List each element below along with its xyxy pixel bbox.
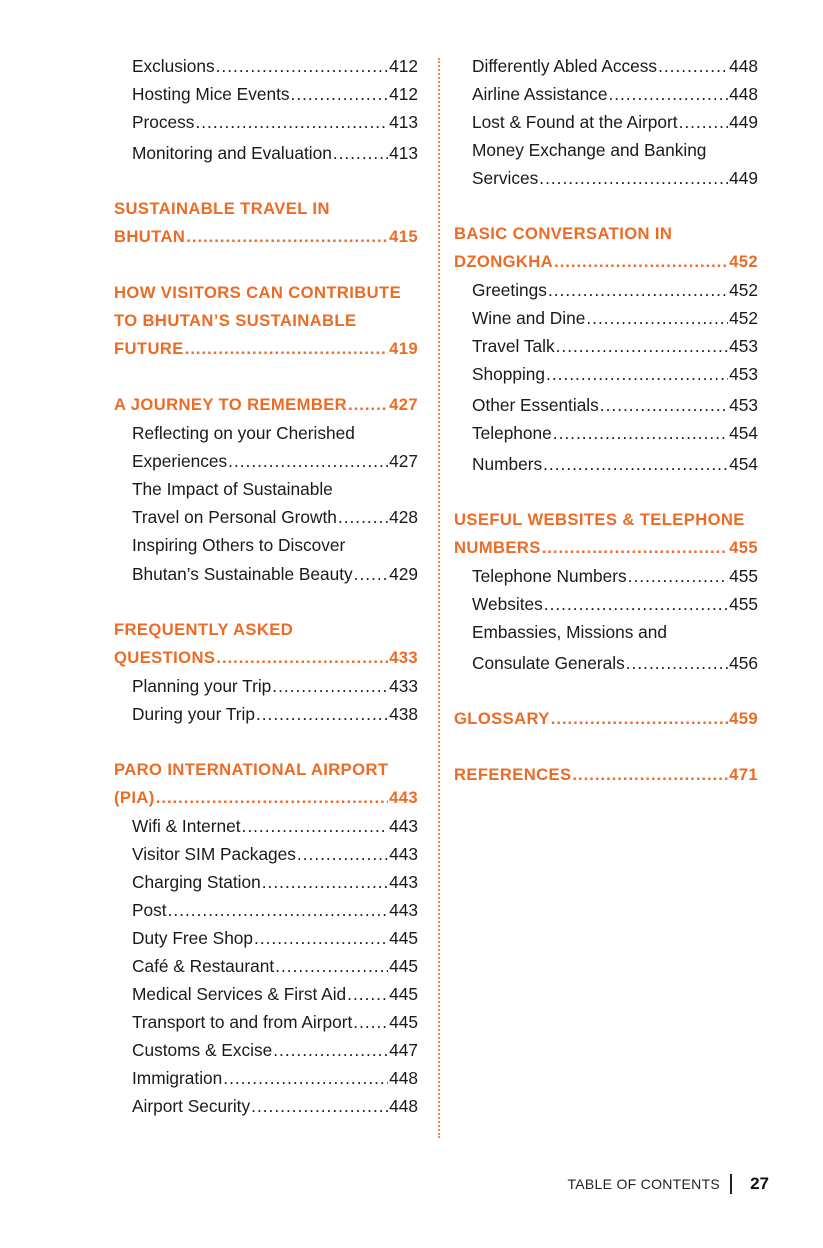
toc-entry[interactable]: Telephone Numbers ..... 455 xyxy=(454,562,758,590)
toc-entry[interactable]: Visitor SIM Packages ..... 443 xyxy=(114,840,418,868)
leader-dots xyxy=(556,332,729,360)
leader-dots xyxy=(600,391,728,419)
leader-dots xyxy=(186,223,388,251)
leader-dots xyxy=(254,924,388,952)
toc-heading[interactable]: FUTURE ..... 419 xyxy=(114,335,418,363)
toc-entry[interactable]: Process ..... 413 xyxy=(114,108,418,136)
leader-dots xyxy=(628,562,728,590)
toc-section-top-left xyxy=(114,52,418,167)
toc-entry[interactable]: Wine and Dine ..... 452 xyxy=(454,304,758,332)
leader-dots xyxy=(572,761,728,789)
leader-dots xyxy=(228,447,388,475)
leader-dots xyxy=(586,304,728,332)
toc-entry[interactable]: Numbers ..... 454 xyxy=(454,450,758,478)
column-divider xyxy=(438,58,440,1138)
toc-entry[interactable]: Telephone ..... 454 xyxy=(454,419,758,447)
toc-entry[interactable]: Wifi & Internet ..... 443 xyxy=(114,812,418,840)
toc-entry[interactable]: Customs & Excise ..... 447 xyxy=(114,1036,418,1064)
leader-dots xyxy=(626,649,728,677)
toc-entry[interactable]: Other Essentials ..... 453 xyxy=(454,391,758,419)
leader-dots xyxy=(608,80,728,108)
leader-dots xyxy=(548,276,728,304)
toc-section-sustainable-travel: SUSTAINABLE TRAVEL IN BHUTAN ..... 415 xyxy=(114,195,418,251)
leader-dots xyxy=(348,391,388,419)
leader-dots xyxy=(543,450,728,478)
toc-entry[interactable]: Monitoring and Evaluation ..... 413 xyxy=(114,139,418,167)
toc-section-faq: FREQUENTLY ASKED QUESTIONS ..... 433 Planning your Trip ..... 433 During your Trip ..... 438 xyxy=(114,616,418,728)
leader-dots xyxy=(551,705,728,733)
toc-entry[interactable]: Travel Talk ..... 453 xyxy=(454,332,758,360)
toc-entry[interactable]: Airport Security ..... 448 xyxy=(114,1092,418,1120)
leader-dots xyxy=(658,52,728,80)
leader-dots xyxy=(291,80,389,108)
leader-dots xyxy=(242,812,389,840)
page-number: 27 xyxy=(750,1174,769,1193)
page-footer xyxy=(567,1172,769,1196)
toc-section-journey: A JOURNEY TO REMEMBER ..... 427 Reflecting on your Cherished Experiences ..... 427 The Impact of Sustainable Travel on Personal Growth ..... 428 Inspiring Others to Discover Bhutan’s Sustainable Beauty ..... 429 xyxy=(114,391,418,588)
leader-dots xyxy=(256,700,388,728)
leader-dots xyxy=(223,1064,388,1092)
toc-heading[interactable]: (PIA) ..... 443 xyxy=(114,784,418,812)
toc-section-airport: PARO INTERNATIONAL AIRPORT (PIA) ..... 443 Wifi & Internet ..... 443 Visitor SIM Packages ..... 443 Charging Station ..... 443 Post ..... 443 Duty Free Shop ..... 445 Café & Restaurant ..... 445 Medical Services & First Aid ..... 445 Transport to and from Airport ..... 445 Customs & Excise ..... 447 Immigration ..... 448 Airport Security ..... 448 xyxy=(114,756,418,1120)
toc-entry[interactable]: Immigration ..... 448 xyxy=(114,1064,418,1092)
toc-entry[interactable]: During your Trip ..... 438 xyxy=(114,700,418,728)
leader-dots xyxy=(251,1092,388,1120)
footer-separator xyxy=(730,1174,732,1194)
leader-dots xyxy=(297,840,388,868)
leader-dots xyxy=(546,360,728,388)
leader-dots xyxy=(542,534,728,562)
toc-entry[interactable]: Experiences ..... 427 xyxy=(114,447,418,475)
toc-heading[interactable]: QUESTIONS ..... 433 xyxy=(114,644,418,672)
toc-entry[interactable]: Lost & Found at the Airport ..... 449 xyxy=(454,108,758,136)
toc-entry[interactable]: Travel on Personal Growth ..... 428 xyxy=(114,503,418,531)
leader-dots xyxy=(679,108,729,136)
toc-entry[interactable]: Shopping ..... 453 xyxy=(454,360,758,388)
toc-section-dzongkha: BASIC CONVERSATION IN DZONGKHA ..... 452 Greetings ..... 452 Wine and Dine ..... 452 Travel Talk ..... 453 Shopping ..... 453 Other Essentials ..... 453 Telephone ..... 454 Numbers ..... 454 xyxy=(454,220,758,478)
toc-entry[interactable]: Duty Free Shop ..... 445 xyxy=(114,924,418,952)
toc-heading[interactable]: DZONGKHA ..... 452 xyxy=(454,248,758,276)
leader-dots xyxy=(262,868,388,896)
leader-dots xyxy=(338,503,388,531)
toc-heading[interactable]: BHUTAN ..... 415 xyxy=(114,223,418,251)
toc-section-references xyxy=(454,761,758,789)
leader-dots xyxy=(185,335,388,363)
toc-heading[interactable]: A JOURNEY TO REMEMBER ..... 427 xyxy=(114,391,418,419)
leader-dots xyxy=(553,419,728,447)
toc-entry[interactable]: Medical Services & First Aid ..... 445 xyxy=(114,980,418,1008)
toc-heading[interactable]: NUMBERS ..... 455 xyxy=(454,534,758,562)
toc-entry[interactable]: Charging Station ..... 443 xyxy=(114,868,418,896)
leader-dots xyxy=(216,644,388,672)
toc-entry[interactable]: Greetings ..... 452 xyxy=(454,276,758,304)
leader-dots xyxy=(156,784,388,812)
toc-entry[interactable]: Differently Abled Access ..... 448 xyxy=(454,52,758,80)
toc-entry[interactable]: Hosting Mice Events ..... 412 xyxy=(114,80,418,108)
toc-section-glossary xyxy=(454,705,758,733)
leader-dots xyxy=(275,952,388,980)
toc-left-column xyxy=(114,52,418,1148)
leader-dots xyxy=(216,52,389,80)
toc-entry[interactable]: Services ..... 449 xyxy=(454,164,758,192)
leader-dots xyxy=(333,139,388,167)
toc-entry[interactable]: Transport to and from Airport ..... 445 xyxy=(114,1008,418,1036)
toc-right-column xyxy=(454,52,758,817)
toc-entry[interactable]: Websites ..... 455 xyxy=(454,590,758,618)
toc-heading[interactable]: REFERENCES ..... 471 xyxy=(454,761,758,789)
leader-dots xyxy=(353,1008,388,1036)
toc-entry[interactable]: Planning your Trip ..... 433 xyxy=(114,672,418,700)
leader-dots xyxy=(168,896,389,924)
running-footer-title: TABLE OF CONTENTS xyxy=(567,1176,721,1192)
leader-dots xyxy=(539,164,728,192)
toc-entry[interactable]: Café & Restaurant ..... 445 xyxy=(114,952,418,980)
leader-dots xyxy=(272,672,388,700)
leader-dots xyxy=(554,248,728,276)
toc-entry[interactable]: Post ..... 443 xyxy=(114,896,418,924)
toc-section-contribute: HOW VISITORS CAN CONTRIBUTE TO BHUTAN’S SUSTAINABLE FUTURE ..... 419 xyxy=(114,279,418,363)
toc-entry[interactable]: Exclusions ..... 412 xyxy=(114,52,418,80)
toc-section-top-right: Differently Abled Access ..... 448 Airline Assistance ..... 448 Lost & Found at the Airport ..... 449 Money Exchange and Banking Services ..... 449 xyxy=(454,52,758,192)
leader-dots xyxy=(354,560,388,588)
leader-dots xyxy=(195,108,388,136)
toc-section-websites: USEFUL WEBSITES & TELEPHONE NUMBERS ..... 455 Telephone Numbers ..... 455 Websites ..... 455 Embassies, Missions and Consulate Generals ..... 456 xyxy=(454,506,758,677)
toc-heading[interactable]: GLOSSARY ..... 459 xyxy=(454,705,758,733)
toc-entry[interactable]: Bhutan’s Sustainable Beauty ..... 429 xyxy=(114,560,418,588)
leader-dots xyxy=(544,590,728,618)
toc-entry[interactable]: Consulate Generals ..... 456 xyxy=(454,649,758,677)
leader-dots xyxy=(273,1036,388,1064)
toc-entry[interactable]: Airline Assistance ..... 448 xyxy=(454,80,758,108)
leader-dots xyxy=(347,980,388,1008)
